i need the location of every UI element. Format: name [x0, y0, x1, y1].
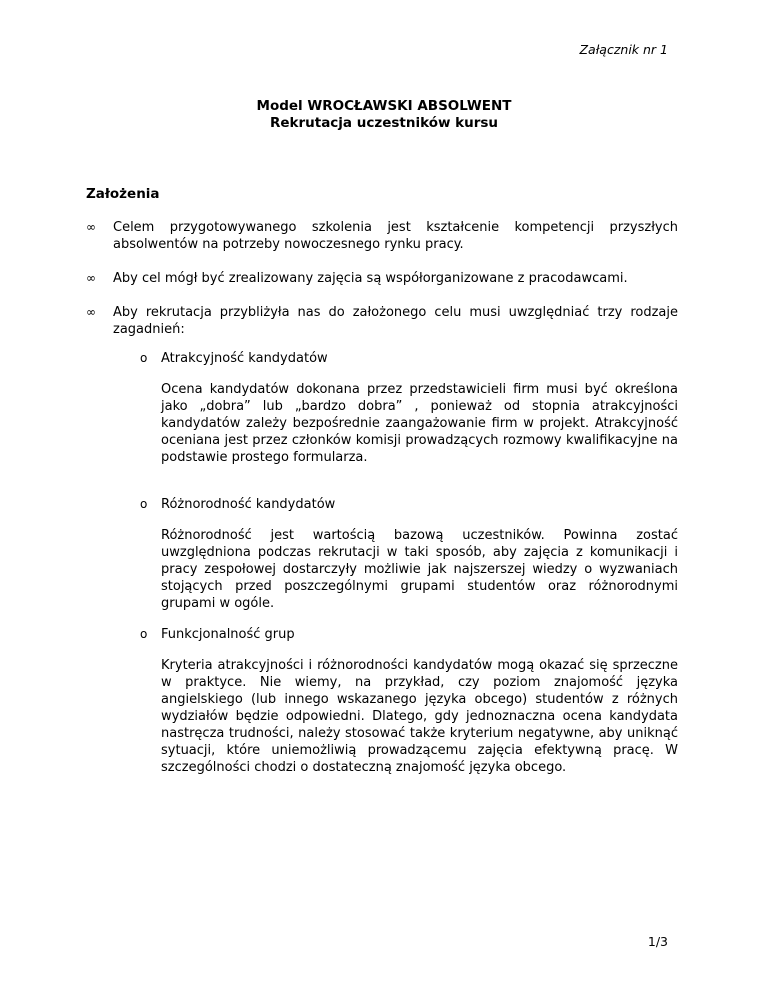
subsection-paragraph: Różnorodność jest wartością bazową uczestników. Powinna zostać uwzględniona podczas rekrutacji w taki sposób, aby zajęcia z komunikacji i pracy zespołowej dostarczyły możliwie jak najszerszej wiedzy o wyzwaniach stojących przed poszczególnymi grupami studentów oraz różnorodnymi grupami w ogóle.	[161, 528, 678, 611]
subsection-list	[113, 350, 678, 776]
infinity-bullet-icon: ∞	[86, 305, 96, 319]
bullet-item	[86, 270, 678, 287]
subsection-paragraph: Ocena kandydatów dokonana przez przedstawicieli firm musi być określona jako „dobra” lub „bardzo dobra” , ponieważ od stopnia atrakcyjności kandydatów zależy bezpośrednie zaangażowanie firm w projekt. Atrakcyjność oceniana jest przez członków komisji prowadzących rozmowy kwalifikacyjne na podstawie prostego formularza.	[161, 382, 678, 465]
bullet-item	[86, 304, 678, 776]
circle-bullet-icon: o	[140, 351, 148, 365]
annex-label: Załącznik nr 1	[579, 42, 668, 57]
document-title	[0, 98, 768, 132]
subsection-title-row	[140, 626, 678, 643]
title-line-2: Rekrutacja uczestników kursu	[269, 115, 499, 131]
subsection	[140, 350, 678, 466]
section-heading: Założenia	[86, 186, 160, 202]
subsection-title-row	[140, 350, 678, 367]
assumptions-list	[86, 219, 678, 793]
subsection-title: Funkcjonalność grup	[161, 627, 295, 642]
subsection-paragraph: Kryteria atrakcyjności i różnorodności kandydatów mogą okazać się sprzeczne w praktyce. Nie wiemy, na przykład, czy poziom znajomość języka angielskiego (lub innego wskazanego języka obcego) studentów z różnych wydziałów będzie odpowiedni. Dlatego, gdy jednoznaczna ocena kandydata nastręcza trudności, należy stosować także kryterium negatywne, aby uniknąć sytuacji, które uniemożliwią prowadzącemu zajęcia efektywną pracę. W szczególności chodzi o dostateczną znajomość języka obcego.	[161, 658, 678, 775]
page-number: 1/3	[647, 934, 668, 949]
bullet-item	[86, 219, 678, 253]
subsection	[140, 626, 678, 776]
circle-bullet-icon: o	[140, 497, 148, 511]
subsection-title: Atrakcyjność kandydatów	[161, 351, 328, 366]
circle-bullet-icon: o	[140, 627, 148, 641]
bullet-text: Aby cel mógł być zrealizowany zajęcia są współorganizowane z pracodawcami.	[113, 271, 628, 286]
subsection	[140, 496, 678, 612]
bullet-text: Aby rekrutacja przybliżyła nas do założonego celu musi uwzględniać trzy rodzaje zagadnień:	[113, 305, 678, 337]
infinity-bullet-icon: ∞	[86, 271, 96, 285]
subsection-title-row	[140, 496, 678, 513]
bullet-text: Celem przygotowywanego szkolenia jest kształcenie kompetencji przyszłych absolwentów na potrzeby nowoczesnego rynku pracy.	[113, 220, 678, 252]
subsection-title: Różnorodność kandydatów	[161, 497, 336, 512]
title-line-1: Model WROCŁAWSKI ABSOLWENT	[256, 98, 512, 114]
infinity-bullet-icon: ∞	[86, 220, 96, 234]
